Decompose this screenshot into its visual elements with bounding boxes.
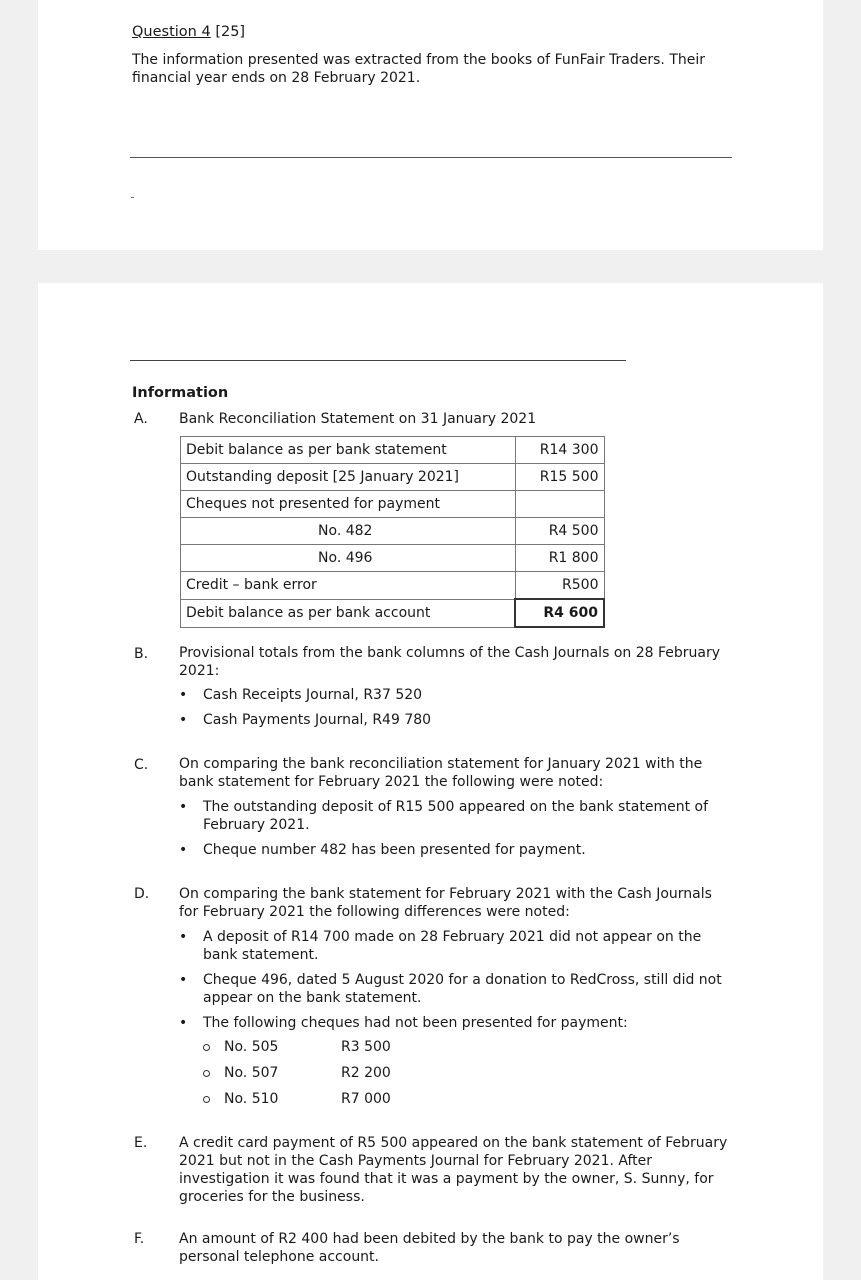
list-item: • Cheque number 482 has been presented for payment. xyxy=(179,841,734,859)
cheque-amount: R3 500 xyxy=(341,1039,391,1055)
section-f-letter: F. xyxy=(134,1231,145,1247)
cheque-item xyxy=(203,1039,278,1055)
question-title xyxy=(132,24,245,40)
cheque-no: No. 507 xyxy=(224,1065,279,1081)
table-row xyxy=(181,518,605,545)
cheque-item xyxy=(203,1091,278,1107)
row-amount: R14 300 xyxy=(515,437,604,464)
row-amount: R500 xyxy=(515,572,604,600)
cheque-amount: R2 200 xyxy=(341,1065,391,1081)
stray-mark xyxy=(131,197,134,198)
cheque-no: No. 510 xyxy=(224,1091,279,1107)
section-b-letter: B. xyxy=(134,646,149,662)
question-intro: The information presented was extracted from the books of FunFair Traders. Their financial year ends on 28 February 2021. xyxy=(132,52,706,86)
row-amount: R4 500 xyxy=(515,518,604,545)
table-row xyxy=(181,464,605,491)
list-item: • Cheque 496, dated 5 August 2020 for a donation to RedCross, still did not appear on the bank statement. xyxy=(179,971,734,1007)
divider-line xyxy=(130,360,626,361)
section-c-text: On comparing the bank reconciliation statement for January 2021 with the bank statement for February 2021 the following were noted: xyxy=(179,756,703,790)
bank-reconciliation-table xyxy=(180,436,605,628)
row-desc: Debit balance as per bank account xyxy=(181,599,516,627)
row-desc: Credit – bank error xyxy=(181,572,516,600)
cheque-item xyxy=(203,1065,278,1081)
row-amount xyxy=(515,491,604,518)
table-row xyxy=(181,572,605,600)
table-row xyxy=(181,491,605,518)
section-e-letter: E. xyxy=(134,1135,148,1151)
section-d-letter: D. xyxy=(134,886,150,902)
section-e-text: A credit card payment of R5 500 appeared on the bank statement of February 2021 but not in the Cash Payments Journal for February 2021. After investigation it was found that it was a payment by the owner, S. Sunny, for groceries for the business. xyxy=(179,1135,728,1205)
row-desc: No. 496 xyxy=(181,545,516,572)
section-c-letter: C. xyxy=(134,757,149,773)
list-item: • Cash Payments Journal, R49 780 xyxy=(179,711,734,729)
information-heading: Information xyxy=(132,385,229,401)
section-d-text: On comparing the bank statement for February 2021 with the Cash Journals for February 2021 the following differences were noted: xyxy=(179,886,712,920)
row-desc: No. 482 xyxy=(181,518,516,545)
section-f-text: An amount of R2 400 had been debited by the bank to pay the owner’s personal telephone account. xyxy=(179,1231,680,1265)
answer-line xyxy=(130,157,732,158)
cheque-amount: R7 000 xyxy=(341,1091,391,1107)
section-a-title: Bank Reconciliation Statement on 31 January 2021 xyxy=(179,411,537,427)
row-desc: Outstanding deposit [25 January 2021] xyxy=(181,464,516,491)
cheque-no: No. 505 xyxy=(224,1039,279,1055)
row-amount: R1 800 xyxy=(515,545,604,572)
question-card xyxy=(38,0,823,250)
question-number: Question 4 xyxy=(132,24,211,40)
section-b-text: Provisional totals from the bank columns of the Cash Journals on 28 February 2021: xyxy=(179,645,721,679)
information-card xyxy=(38,283,823,1280)
row-amount-total: R4 600 xyxy=(515,599,604,627)
list-item: • The outstanding deposit of R15 500 appeared on the bank statement of February 2021. xyxy=(179,798,734,834)
circle-bullet-icon xyxy=(203,1070,210,1077)
section-a-letter: A. xyxy=(134,411,148,427)
section-c-list xyxy=(179,798,734,866)
list-item: • The following cheques had not been presented for payment: xyxy=(179,1014,734,1032)
list-item: • A deposit of R14 700 made on 28 February 2021 did not appear on the bank statement. xyxy=(179,928,734,964)
table-row xyxy=(181,545,605,572)
row-amount: R15 500 xyxy=(515,464,604,491)
section-d-list xyxy=(179,928,734,1039)
circle-bullet-icon xyxy=(203,1096,210,1103)
question-marks: [25] xyxy=(215,24,246,40)
table-row xyxy=(181,599,605,627)
list-item: • Cash Receipts Journal, R37 520 xyxy=(179,686,734,704)
section-b-list xyxy=(179,686,734,736)
circle-bullet-icon xyxy=(203,1044,210,1051)
table-row xyxy=(181,437,605,464)
row-desc: Debit balance as per bank statement xyxy=(181,437,516,464)
row-desc: Cheques not presented for payment xyxy=(181,491,516,518)
